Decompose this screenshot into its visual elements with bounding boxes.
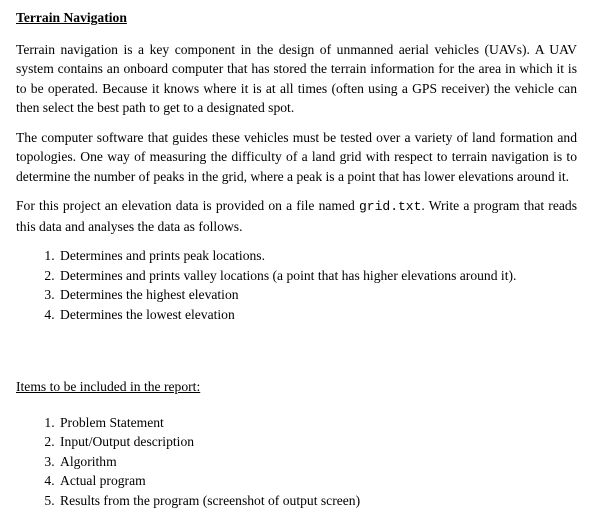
report-item: 2. Input/Output description <box>58 432 577 452</box>
report-item: 3. Algorithm <box>58 452 577 472</box>
paragraph-task-text-after: . Write a program that reads this data and analyses the data as follows. <box>16 198 577 234</box>
task-item: 4. Determines the lowest elevation <box>58 305 577 325</box>
paragraph-testing: The computer software that guides these vehicles must be tested over a variety of land formation and topologies. One way of measuring the difficulty of a land grid with respect to terrain navigation is to determine the number of peaks in the grid, where a peak is a point that has lower elevations around it. <box>16 129 577 184</box>
task-item: 1. Determines and prints peak locations. <box>58 246 577 266</box>
task-item: 3. Determines the highest elevation <box>58 285 577 305</box>
report-item: 5. Results from the program (screenshot of output screen) <box>58 491 577 511</box>
filename-code: grid.txt <box>359 199 422 214</box>
report-heading: Items to be included in the report: <box>16 379 201 394</box>
paragraph-task <box>16 196 577 236</box>
task-list <box>16 246 577 324</box>
paragraph-task-text-before: For this project an elevation data is provided on a file named <box>16 198 359 213</box>
report-item: 4. Actual program <box>58 471 577 491</box>
task-item: 2. Determines and prints valley locations (a point that has higher elevations around it). <box>58 266 577 286</box>
document-body <box>16 8 577 510</box>
paragraph-intro: Terrain navigation is a key component in the design of unmanned aerial vehicles (UAVs). A UAV system contains an onboard computer that has stored the terrain information for the area in which it is to be operated. Because it knows where it is at all times (often using a GPS receiver) the vehicle can then select the best path to get to a designated spot. <box>16 41 577 115</box>
report-items-list <box>16 413 577 511</box>
document-title: Terrain Navigation <box>16 10 127 25</box>
report-item: 1. Problem Statement <box>58 413 577 433</box>
